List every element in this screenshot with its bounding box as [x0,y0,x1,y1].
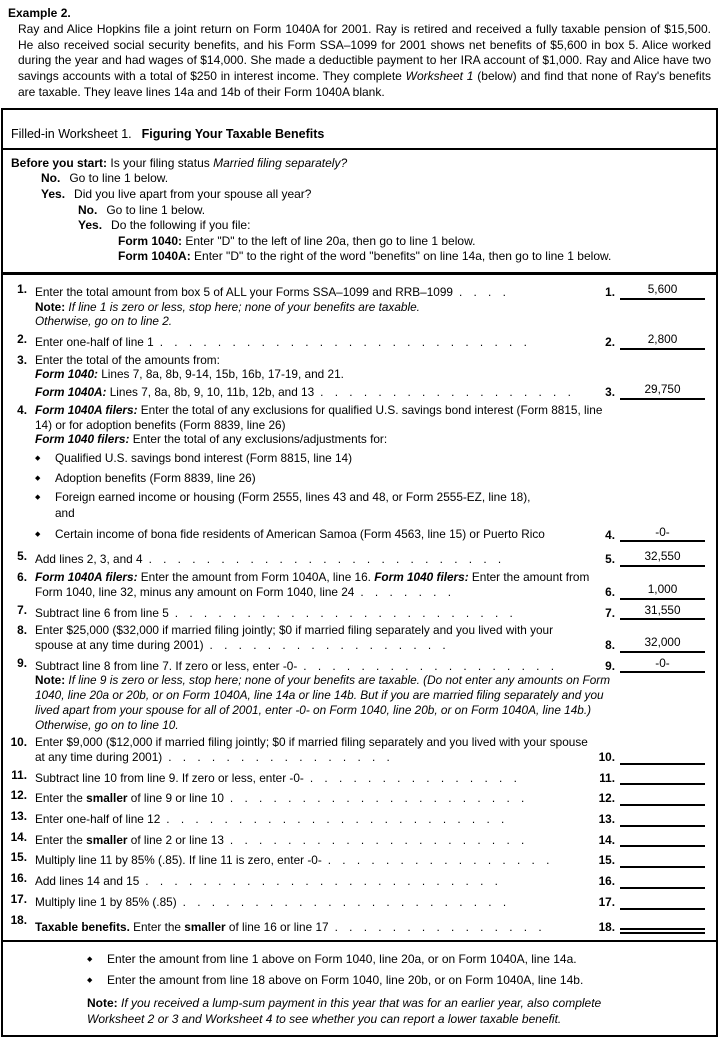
line-item-body [35,809,710,827]
text-segment: Enter one-half of line 1 [35,335,154,350]
line-amount-cell [592,830,710,848]
instruction-row [11,249,708,265]
line-text [35,659,592,674]
line-amount-value [620,913,705,935]
text-segment: Adoption benefits (Form 8839, line 26) [55,470,256,485]
text-segment: Note: [35,299,69,314]
line-block [35,809,710,827]
footer-bullets [87,952,706,988]
line-text [35,490,612,520]
text-segment: . . . . . . . . . . . . . . . . . . . . . . . . [174,605,513,620]
line-text [35,432,612,447]
text-segment: Subtract line 6 from line 5 [35,605,169,620]
line-amount-value [620,788,705,806]
line-amount-cell [592,525,710,543]
line-ref-number: 5. [605,552,615,567]
line-block [35,892,710,910]
line-amount-cell [592,768,710,786]
line-number: 1. [17,281,27,296]
line-number: 16. [10,871,27,886]
text-segment: Subtract line 8 from line 7. If zero or less, enter -0- [35,658,298,673]
line-amount-value [620,892,705,910]
line-item [9,892,710,910]
text-segment: of line 16 or line 17 [225,919,329,934]
line-block [35,603,710,621]
line-amount-value: 2,800 [620,332,705,350]
line-item [9,850,710,868]
text-segment: Add lines 14 and 15 [35,874,140,889]
text-segment: Enter "D" to the right of the word "benefits" on line 14a, then go to line 1 below. [190,249,612,264]
line-block [35,549,710,567]
line-number: 17. [10,891,27,906]
footer-note [87,996,632,1027]
line-amount-value: 29,750 [620,382,705,400]
line-amount-value: -0- [620,525,705,543]
line-block [35,332,710,350]
text-segment: . . . . . . . . . . . . . . . . . . . . . . . [182,894,507,909]
line-ref-number: 9. [605,658,615,673]
line-block [35,432,710,447]
line-text [35,570,592,599]
line-block [35,623,710,652]
line-number: 13. [10,809,27,824]
text-segment: . . . . . . . . . . . . . . . . [168,749,390,764]
line-block [35,490,710,520]
text-segment: Is your filing status [107,155,214,170]
line-block [35,850,710,868]
text-segment: If line 9 is zero or less, stop here; none of your benefits are taxable. (Do not enter any amounts on Form 1040, line 20a or 20b, or on Form 1040A, line 14a or line 14b. But if you are married filing separately and you lived apart from your spouse for all of 2001, enter -0- on Form 1040, line 20b, or on Form 1040A, line 14b.) Otherwise, go on to line 10. [35,673,611,732]
footer-bullet-text [107,952,577,966]
before-you-start-section [3,150,716,275]
text-segment: Foreign earned income or housing (Form 2555, lines 43 and 48, or Form 2555-EZ, line 18), [55,490,531,505]
text-segment: Form 1040A filers: [35,570,138,585]
text-segment: Form 1040: [35,367,98,382]
line-block [35,913,710,935]
text-segment: Yes. [41,186,66,201]
worksheet-lines [3,275,716,940]
line-ref-number: 16. [598,874,615,889]
line-item-body [35,332,710,350]
line-ref-number: 10. [598,749,615,764]
text-segment: Form 1040: [118,233,183,248]
line-block [35,673,710,732]
line-item [9,603,710,621]
line-item-body [35,549,710,567]
text-segment: Form 1040 filers: [35,432,130,447]
text-segment: Taxable benefits. [35,919,134,934]
bullet-icon: ◆ [35,454,41,462]
text-segment: Add lines 2, 3, and 4 [35,552,143,567]
text-segment: Multiply line 11 by 85% (.85). If line 11 is zero, enter -0- [35,853,322,868]
text-segment: Enter the total amount from box 5 of ALL your Forms SSA–1099 and RRB–1099 [35,284,453,299]
text-segment: Form 1040A: [118,249,191,264]
text-segment: Enter the amount from Form 1040A, line 16. [137,570,375,585]
text-segment: No. [41,171,61,186]
line-amount-cell [592,635,710,653]
example-paragraph [18,22,711,101]
line-ref-number: 15. [598,853,615,868]
line-item-body [35,850,710,868]
bullet-icon: ◆ [35,494,41,502]
line-text [35,367,612,382]
text-segment: . . . . . . . . . . . . . . . . . . . . . . . . . . [159,335,527,350]
line-item [9,768,710,786]
line-ref-number: 13. [598,812,615,827]
line-ref-number: 14. [598,832,615,847]
line-block [35,525,710,543]
text-segment: . . . . . . . . . . . . . . . . . . . . . [229,832,525,847]
line-number: 10. [10,735,27,750]
text-segment: Form 1040A: [35,385,107,400]
line-ref-number: 11. [599,770,615,785]
line-ref-number: 8. [605,638,615,652]
text-segment: Go to line 1 below. [69,171,169,186]
text-segment: Go to line 1 below. [106,202,206,217]
text-segment: Enter the amount from Form 1040, line 32, minus any amount on Form 1040, line 24 [35,570,590,599]
line-item [9,570,710,599]
line-item-body [35,403,710,547]
line-item [9,913,710,935]
line-text [35,920,592,935]
instruction-row [11,218,708,234]
line-number: 2. [17,332,27,347]
line-item [9,353,710,400]
text-segment: Certain income of bona fide residents of American Samoa (Form 4563, line 15) or Puerto Rico [55,526,545,541]
text-segment: If you received a lump-sum payment in this year that was for an earlier year, also complete Worksheet 2 or 3 and Worksheet 4 to see whether you can report a lower taxable benefit. [87,996,602,1026]
text-segment: Ray and Alice Hopkins file a joint return on Form 1040A for 2001. Ray is retired and received a fully taxable pension of $15,500. He also received social security benefits, and his Form SSA–1099 for 2001 shows net benefits of $5,600 in box 5. Alice worked during the year and had wages of $14,000. She made a deductible payment to her IRA account of $1,000. Ray and Alice have two savings accounts with a total of $250 in interest income. They complete [18,21,711,84]
line-item-body [35,768,710,786]
footer-bullet-text [107,973,583,987]
line-amount-cell [592,892,710,910]
line-block [35,570,710,599]
text-segment: smaller [86,832,128,847]
text-segment: Note: [35,673,69,688]
line-number: 15. [10,850,27,865]
line-text [35,771,592,786]
text-segment: Enter one-half of line 12 [35,812,161,827]
line-text [35,335,592,350]
line-amount-cell [592,656,710,674]
text-segment: Worksheet 1 [405,69,474,84]
line-item-body [35,830,710,848]
text-segment: Enter $25,000 ($32,000 if married filing jointly; $0 if married filing separately and you lived with your spouse at any time during 2001) [35,623,554,652]
line-item-body [35,871,710,889]
line-ref-number: 7. [605,605,615,620]
footer-bullet-row [87,952,706,968]
line-item-body [35,656,710,733]
line-ref-number: 3. [605,385,615,400]
line-amount-cell [592,603,710,621]
line-item [9,623,710,652]
text-segment: Multiply line 1 by 85% (.85) [35,894,177,909]
line-ref-number: 12. [598,791,615,806]
line-item-body [35,735,710,764]
line-text [35,471,612,487]
line-block [35,788,710,806]
line-amount-value [620,871,705,889]
text-segment: Did you live apart from your spouse all year? [74,186,312,201]
line-amount-value [620,768,705,786]
line-text [35,606,592,621]
text-segment: (below) and find that none of Ray's benefits are taxable. They leave lines 14a and 14b of their Form 1040A blank. [18,69,712,99]
line-block [35,300,710,315]
instruction-row [11,203,708,219]
line-item [9,809,710,827]
line-block [35,282,710,300]
line-amount-cell [592,850,710,868]
line-text [35,791,592,806]
worksheet-title-prefix: Filled-in Worksheet 1. [11,126,132,141]
text-segment: Lines 7, 8a, 8b, 9-14, 15b, 16b, 17-19, and 21. [97,367,344,382]
text-segment: Enter the total of any exclusions for qualified U.S. savings bond interest (Form 8815, line 14) or for adoption benefits (Form 8839, line 26) [35,402,603,432]
text-segment: Enter $9,000 ($12,000 if married filing jointly; $0 if married filing separately and you lived with your spouse at any time during 2001) [35,735,588,764]
line-text [35,285,592,300]
line-block [35,656,710,674]
line-block [35,830,710,848]
line-text [35,353,612,368]
text-segment: Before you start: [11,155,108,170]
line-text [35,623,592,652]
line-number: 3. [17,352,27,367]
line-text [35,812,592,827]
instruction-row [11,156,708,172]
text-segment: Form 1040 filers: [374,570,469,585]
line-block [35,382,710,400]
text-segment: smaller [184,919,226,934]
text-segment: Form 1040A filers: [35,402,138,417]
line-text [35,314,612,329]
worksheet-title-main: Figuring Your Taxable Benefits [141,126,325,141]
text-segment: . . . . . . . . . . . . . . . [309,770,517,785]
line-item-body [35,570,710,599]
text-segment: Enter the total of any exclusions/adjustments for: [129,432,388,447]
worksheet-title [3,110,716,150]
line-item [9,332,710,350]
text-segment: smaller [86,791,128,806]
text-segment: . . . . . . . . . . . . . . . . . . [320,385,571,400]
line-number: 11. [11,767,27,782]
instruction-row [11,234,708,250]
line-number: 6. [17,570,27,585]
line-block [35,353,710,368]
line-amount-value [620,850,705,868]
line-item-body [35,623,710,652]
text-segment: . . . . . . . . . . . . . . . . . . . . . . . . . [148,552,502,567]
line-amount-cell [592,582,710,600]
line-block [35,871,710,889]
line-number: 7. [17,602,27,617]
line-amount-value [620,747,705,765]
line-ref-number: 17. [598,894,615,909]
line-ref-number: 6. [605,584,615,599]
line-item [9,403,710,547]
line-amount-value: 1,000 [620,582,705,600]
line-number: 9. [17,655,27,670]
instruction-row [11,187,708,203]
line-ref-number: 18. [598,919,615,934]
line-amount-value: -0- [620,656,705,674]
line-item [9,656,710,733]
line-amount-cell [592,747,710,765]
instruction-row [11,171,708,187]
line-block [35,735,710,764]
line-text [35,853,592,868]
text-segment: . . . . [458,284,506,299]
line-text [35,735,592,764]
text-segment: Otherwise, go on to line 2. [35,314,173,329]
text-segment: of line 9 or line 10 [127,791,224,806]
line-number: 14. [10,829,27,844]
text-segment: Do the following if you file: [111,218,251,233]
example-heading: Example 2. [8,6,71,20]
line-item [9,871,710,889]
text-segment: No. [78,202,98,217]
text-segment: Enter the amount from line 1 above on Form 1040, line 20a, or on Form 1040A, line 14a. [107,952,577,967]
line-amount-cell [592,549,710,567]
line-amount-cell [592,332,710,350]
text-segment: . . . . . . . . . . . . . . . . . . . . . [229,791,525,806]
before-you-start-rows [11,156,708,265]
line-ref-number: 4. [605,527,615,542]
bullet-icon: ◆ [35,530,41,538]
text-segment: Qualified U.S. savings bond interest (Form 8815, line 14) [55,450,353,465]
text-segment: . . . . . . . [360,584,451,599]
line-amount-value: 32,550 [620,549,705,567]
line-amount-cell [592,282,710,300]
line-item [9,282,710,329]
line-item-body [35,788,710,806]
footer-bullet-row [87,973,706,989]
text-segment: Subtract line 10 from line 9. If zero or less, enter -0- [35,770,304,785]
worksheet-box [1,108,718,1037]
line-text [35,451,612,467]
text-segment: Yes. [78,218,103,233]
line-text [35,673,612,732]
line-ref-number: 2. [605,335,615,350]
text-segment: . . . . . . . . . . . . . . . [334,919,542,934]
line-amount-cell [592,788,710,806]
line-text [35,895,592,910]
line-text [35,527,592,543]
line-amount-value: 31,550 [620,603,705,621]
line-block [35,403,710,432]
line-item [9,549,710,567]
line-item [9,830,710,848]
text-segment: and [55,506,75,521]
line-amount-value [620,830,705,848]
text-segment: . . . . . . . . . . . . . . . . [327,853,550,868]
line-ref-number: 1. [605,284,615,299]
line-number: 4. [17,402,27,417]
line-amount-cell [592,913,710,935]
line-amount-cell [592,871,710,889]
line-text [35,552,592,567]
line-item-body [35,353,710,400]
bullet-icon: ◆ [87,956,93,964]
bullet-icon: ◆ [87,976,93,984]
line-block [35,451,710,467]
text-segment: . . . . . . . . . . . . . . . . . . . . . . . . . [145,874,498,889]
line-item [9,788,710,806]
line-amount-cell [592,382,710,400]
line-text [35,874,592,889]
line-number: 5. [17,549,27,564]
line-amount-cell [592,809,710,827]
line-item-body [35,282,710,329]
text-segment: Note: [87,996,121,1011]
text-segment: Enter the [133,919,185,934]
worksheet-footer [3,940,716,1035]
text-segment: . . . . . . . . . . . . . . . . . . [303,658,554,673]
text-segment: Married filing separately? [213,155,348,170]
text-segment: of line 2 or line 13 [127,832,224,847]
line-number: 12. [10,788,27,803]
line-block [35,768,710,786]
line-text [35,833,592,848]
line-amount-value: 32,000 [620,635,705,653]
line-amount-value [620,809,705,827]
line-item-body [35,603,710,621]
line-number: 8. [17,623,27,638]
text-segment: Enter the total of the amounts from: [35,352,220,367]
text-segment: Enter the [35,791,87,806]
bullet-icon: ◆ [35,474,41,482]
line-text [35,403,612,432]
line-text [35,300,612,315]
line-block [35,471,710,487]
example-section [0,0,719,104]
line-amount-value: 5,600 [620,282,705,300]
text-segment: Enter the [35,832,87,847]
line-item [9,735,710,764]
text-segment: Lines 7, 8a, 8b, 9, 10, 11b, 12b, and 13 [106,385,315,400]
line-text [35,385,592,400]
line-item-body [35,913,710,935]
line-block [35,367,710,382]
text-segment: Enter "D" to the left of line 20a, then go to line 1 below. [182,233,476,248]
line-number: 18. [10,912,27,927]
text-segment: If line 1 is zero or less, stop here; none of your benefits are taxable. [68,299,420,314]
line-item-body [35,892,710,910]
text-segment: . . . . . . . . . . . . . . . . . . . . . . . . [166,812,505,827]
text-segment: . . . . . . . . . . . . . . . . . [209,638,446,652]
text-segment: Enter the amount from line 18 above on Form 1040, line 20b, or on Form 1040A, line 14b. [107,972,584,987]
line-block [35,314,710,329]
